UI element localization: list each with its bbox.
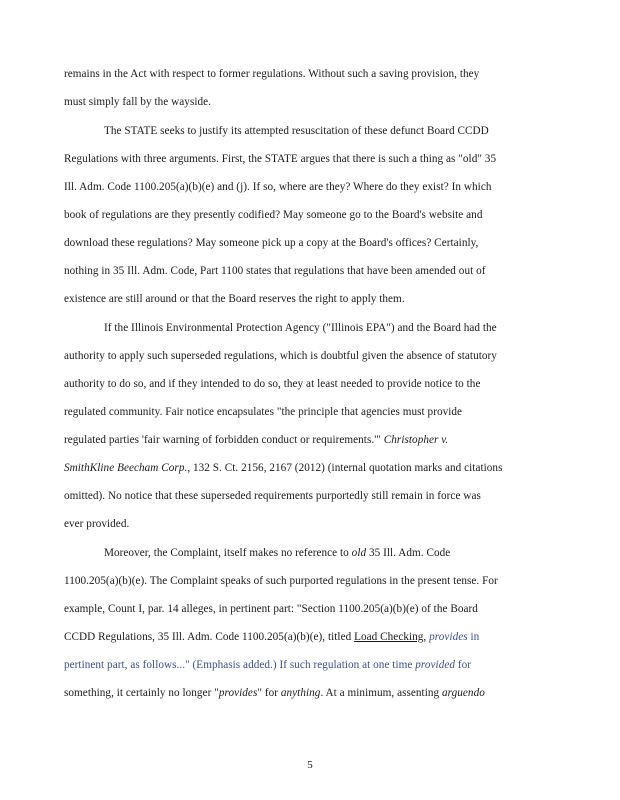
text-line: omitted). No notice that these superseded requirements purportedly still remain in force was <box>64 490 481 502</box>
text-segment: for <box>455 659 472 671</box>
emphasis-italic: provided <box>415 659 456 671</box>
text-line: remains in the Act with respect to former regulations. Without such a saving provision, they <box>64 68 480 80</box>
text-line: example, Count I, par. 14 alleges, in pertinent part: "Section 1100.205(a)(b)(e) of the Board <box>64 603 478 615</box>
text-segment: 35 Ill. Adm. Code <box>366 547 451 559</box>
case-citation-italic: SmithKline Beecham Corp. <box>64 462 188 474</box>
text-line <box>64 433 448 447</box>
text-segment: . At a minimum, assenting <box>320 687 442 699</box>
emphasis-italic: arguendo <box>442 687 485 699</box>
text-line: must simply fall by the wayside. <box>64 96 212 108</box>
text-line: authority to apply such superseded regulations, which is doubtful given the absence of statutory <box>64 350 497 362</box>
text-segment: " for <box>257 687 281 699</box>
text-line: The STATE seeks to justify its attempted resuscitation of these defunct Board CCDD <box>104 125 489 137</box>
text-segment: pertinent part, as follows..." (Emphasis added.) If such regulation at one time <box>64 659 416 671</box>
text-segment: , <box>423 631 430 643</box>
text-line <box>64 630 479 644</box>
text-line <box>64 461 502 475</box>
emphasis-italic: anything <box>280 687 321 699</box>
case-citation-italic: Christopher v. <box>383 434 449 446</box>
page-number: 5 <box>307 759 313 771</box>
underlined-title: Load Checking <box>354 631 424 643</box>
text-line: nothing in 35 Ill. Adm. Code, Part 1100 states that regulations that have been amended out of <box>64 265 486 277</box>
text-segment: something, it certainly no longer " <box>64 687 219 699</box>
text-line <box>64 686 485 700</box>
emphasis-italic: old <box>351 547 367 559</box>
text-segment: regulated parties 'fair warning of forbidden conduct or requirements.'" <box>64 434 381 446</box>
text-line: ever provided. <box>64 518 130 530</box>
text-line: 1100.205(a)(b)(e). The Complaint speaks of such purported regulations in the present tense. For <box>64 575 498 587</box>
text-line: regulated community. Fair notice encapsulates "the principle that agencies must provide <box>64 406 463 418</box>
text-line: existence are still around or that the Board reserves the right to apply them. <box>64 293 405 305</box>
text-segment: CCDD Regulations, 35 Ill. Adm. Code 1100.205(a)(b)(e), titled <box>64 631 355 643</box>
emphasis-italic: provides <box>218 687 258 699</box>
text-line: Regulations with three arguments. First, the STATE argues that there is such a thing as "old" 35 <box>64 153 497 165</box>
text-line: Ill. Adm. Code 1100.205(a)(b)(e) and (j). If so, where are they? Where do they exist? In which <box>64 181 492 193</box>
text-line <box>64 658 471 672</box>
text-segment: Moreover, the Complaint, itself makes no reference to <box>104 547 352 559</box>
text-segment: in <box>467 631 480 643</box>
text-line: book of regulations are they presently codified? May someone go to the Board's website and <box>64 209 483 221</box>
text-line: download these regulations? May someone pick up a copy at the Board's offices? Certainly, <box>64 237 479 249</box>
text-segment: , 132 S. Ct. 2156, 2167 (2012) (internal quotation marks and citations <box>187 462 503 474</box>
text-line <box>104 546 450 560</box>
emphasis-italic: provides <box>429 631 468 643</box>
text-line: If the Illinois Environmental Protection Agency ("Illinois EPA") and the Board had the <box>104 322 497 334</box>
text-line: authority to do so, and if they intended to do so, they at least needed to provide notice to the <box>64 378 481 390</box>
